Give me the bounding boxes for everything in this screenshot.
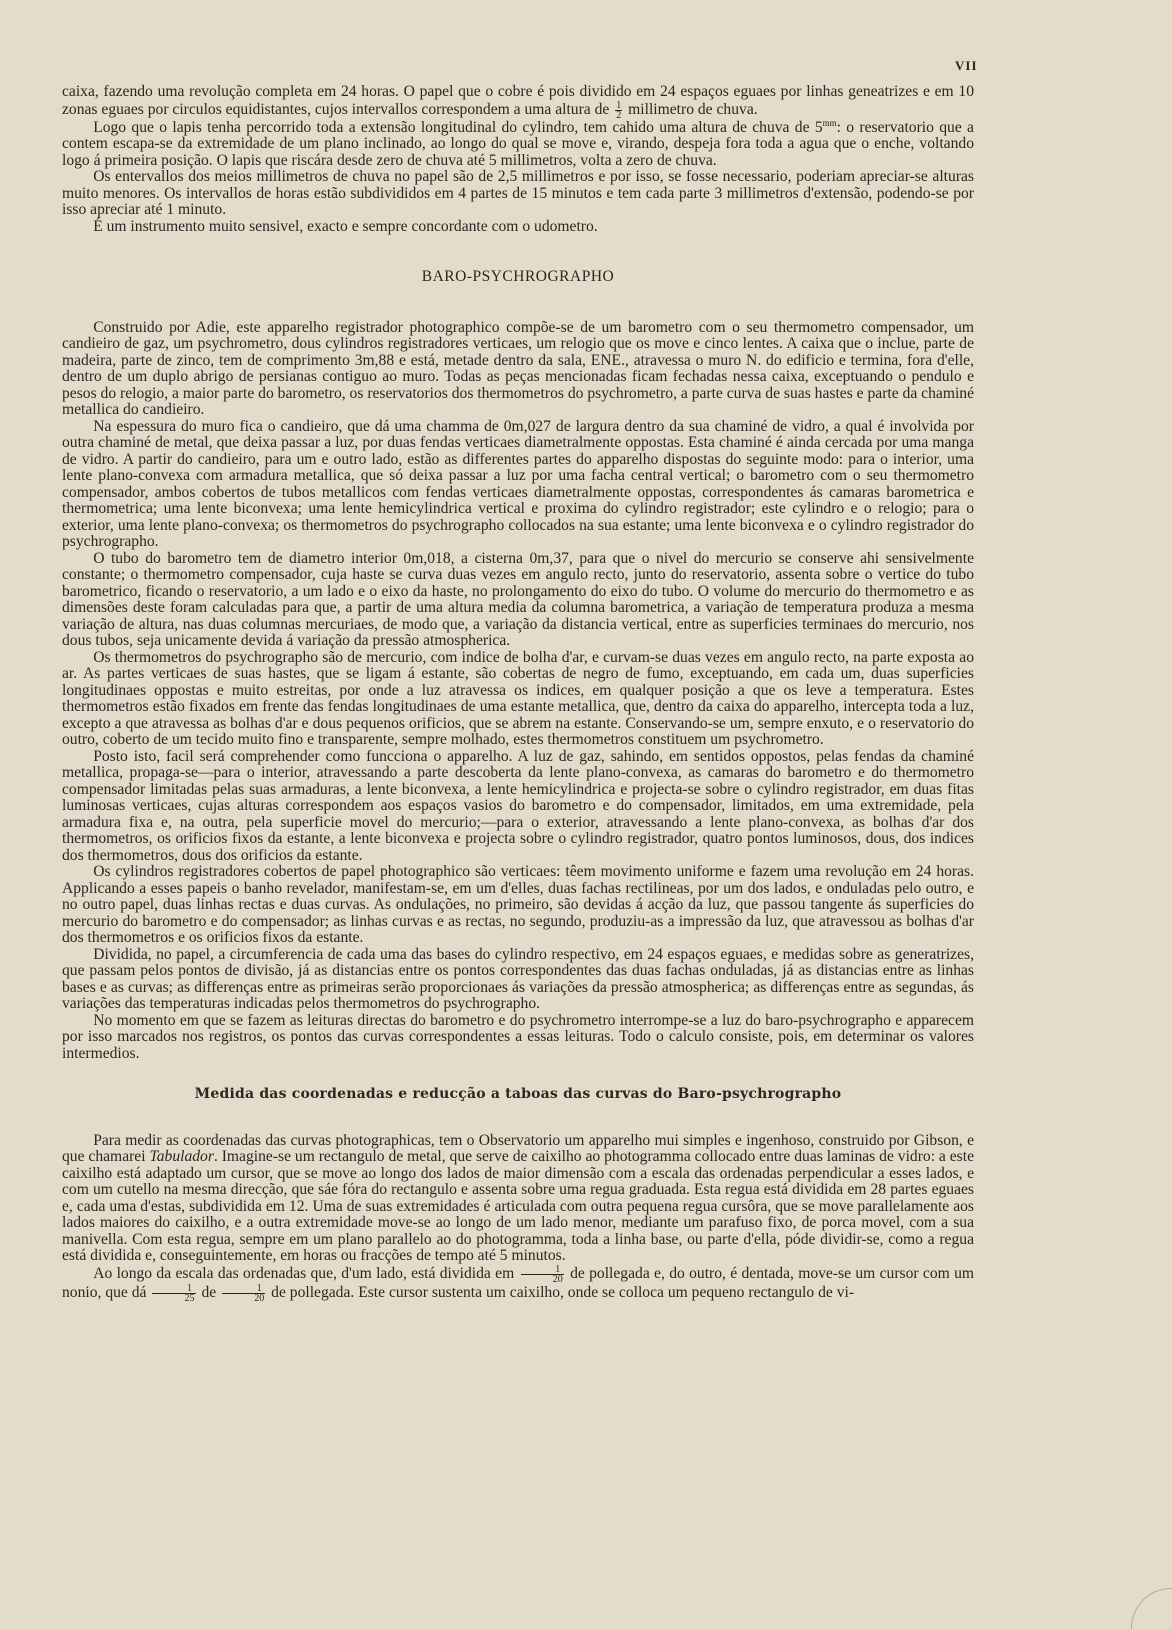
- fraction: $\frac{1}{2}$: [616, 99, 622, 121]
- paragraph: O tubo do barometro tem de diametro interior 0m,018, a cisterna 0m,37, para que o nivel do mercurio se conserve ahi sensivelmente constante; o thermometro compensador, cuja haste se curva duas vezes em angulo recto, junto do reservatorio, assenta sobre o vertice do tubo barometrico, ficando o reservatorio, a um lado e o eixo da haste, no prolongamento do eixo do tubo. O volume do mercurio do thermometro e as dimensões deste foram calculadas para que, a partir de uma altura media da columna barometrica, a variação de temperatura produza a mesma variação de altura, nas duas columnas mercuriaes, de modo que, a variação da distancia vertical, entre as superficies terminaes do mercurio, nos dous tubos, seja unicamente devida á variação da pressão atmospherica.: [62, 549, 974, 649]
- paragraph-text: Para medir as coordenadas das curvas photographicas, tem o Observatorio um apparelho mui simples e ingenhoso, construido por Gibson, e que chamarei: [62, 1131, 974, 1165]
- paragraph: No momento em que se fazem as leituras directas do barometro e do psychrometro interrompe-se a luz do baro-psychrographo e apparecem por isso marcados nos registros, os pontos das curvas correspondentes a essas leituras. Todo o calculo consiste, pois, em determinar os valores intermedios.: [62, 1011, 974, 1062]
- paragraph: [62, 1133, 974, 1265]
- paragraph-text: de pollegada e, do outro, é dentada, move-se um cursor com um nonio, que dá: [62, 1264, 975, 1301]
- unit-superscript: mm: [822, 117, 837, 128]
- paragraph: Os cylindros registradores cobertos de papel photographico são verticaes: têem movimento uniforme e fazem uma revolução em 24 horas. Applicando a esses papeis o banho revelador, manifestam-se, em um d'elles, duas fachas rectilineas, por um dos lados, e onduladas pelo outro, e no outro papel, duas linhas rectas e duas curvas. As ondulações, no primeiro, são devidas á acção da luz, que passou tangente ás superficies do mercurio do barometro e do compensador; as linhas curvas e as rectas, no segundo, produziu-as a impressão da luz, que atravessou as bolhas d'ar dos thermometros e os orificios fixos da estante.: [62, 863, 974, 946]
- paragraph-text: Ao longo da escala das ordenadas que, d'um lado, está dividida em: [93, 1264, 515, 1282]
- section-title: BARO-PSYCHROGRAPHO: [421, 268, 615, 285]
- subsection-title: Medida das coordenadas e reducção a taboas das curvas do Baro-psychrographo: [194, 1086, 842, 1102]
- paragraph-text: Logo que o lapis tenha percorrido toda a extensão longitudinal do cylindro, tem cahido uma altura de chuva de 5: [93, 118, 823, 136]
- paragraph: Na espessura do muro fica o candieiro, que dá uma chamma de 0m,027 de largura dentro da sua chaminé de vidro, a qual é involvida por outra chaminé de metal, que deixa passar a luz, por duas fendas verticaes diametralmente oppostas. Esta chaminé é ainda cercada por uma manga de vidro. A partir do candieiro, para um e outro lado, estão as differentes partes do apparelho dispostas do seguinte modo: para o interior, uma lente plano-convexa com armadura metallica, que só deixa passar a luz por uma facha central vertical; o barometro com o seu thermometro compensador, ambos cobertos de tubos metallicos com fendas verticaes diametralmente oppostas, correspondentes ás camaras barometrica e thermometrica; uma lente biconvexa; uma lente hemicylindrica vertical e proxima do cylindro registrador; este cylindro e o relogio; para o exterior, uma lente plano-convexa; os thermometros do psychrographo collocados na sua estante; uma lente biconvexa e o cylindro registrador do psychrographo.: [62, 417, 974, 550]
- paragraph: [62, 117, 974, 170]
- paragraph-text: millimetro de chuva.: [628, 100, 758, 118]
- fraction: $\frac{1}{25}$: [152, 1284, 195, 1303]
- paragraph-text: . Imagine-se um rectangulo de metal, que serve de caixilho ao photogramma collocado entre duas laminas de vidro: a este caixilho está adaptado um cursor, que se move ao longo dos lados de maior dimensão com a escala das ordenadas perpendicular a esses lados, e com um cutello na mesma direcção, que sáe fóra do rectangulo e assenta sobre uma regua graduada. Esta regua está dividida em 28 partes eguaes e, cada uma d'estas, subdividida em 12. Uma de suas extremidades é articulada com outra pequena regua cursôra, que se move parallelamente aos lados maiores do caixilho, e a outra extremidade move-se ao longo de um lado menor, mediante um parafuso fixo, de porca movel, com a sua manivella. Com esta regua, sempre em um plano parallelo ao do photogramma, toda a linha base, ou parte d'ella, póde dividir-se, como a regua está dividida e, conseguintemente, em horas ou fracções de tempo até 5 minutos.: [62, 1148, 974, 1264]
- paragraph-text: de: [201, 1283, 217, 1301]
- paragraph: Dividida, no papel, a circumferencia de cada uma das bases do cylindro respectivo, em 24 espaços eguaes, e medidas sobre as generatrizes, que passam pelos pontos de divisão, já as distancias entre os pontos correspondentes das duas fachas onduladas, já as distancias entre as linhas bases e as curvas; as differenças entre as primeiras serão proporcionaes ás variações da pressão atmospherica; as differenças entre as segundas, ás variações das temperaturas indicadas pelos thermometros do psychrographo.: [62, 945, 974, 1012]
- page-content: [62, 84, 974, 1303]
- paragraph: Os thermometros do psychrographo são de mercurio, com indice de bolha d'ar, e curvam-se duas vezes em angulo recto, na parte exposta ao ar. As partes verticaes de suas hastes, que se ligam á estante, são cobertas de negro de fumo, exceptuando, em cada um, duas superficies longitudinaes oppostas e muito estreitas, por onde a luz atravessa os indices, em qualquer posição a que os leve a temperatura. Estes thermometros estão fixados em frente das fendas longitudinaes de uma estante metallica, que, dentro da caixa do apparelho, intercepta toda a luz, excepto a que atravessa as bolhas d'ar e dous pequenos orificios, que se abrem na estante. Conservando-se um, sempre enxuto, e o reservatorio do outro, coberto de um tecido muito fino e transparente, sempre molhado, estes thermometros constituem um psychrometro.: [62, 648, 974, 748]
- italic-term: Tabulador: [149, 1148, 214, 1165]
- page-number: VII: [955, 58, 978, 73]
- paragraph: [62, 84, 974, 120]
- paragraph-text: de pollegada. Este cursor sustenta um caixilho, onde se colloca um pequeno rectangulo de vi-: [271, 1283, 855, 1301]
- fraction: $\frac{1}{20}$: [521, 1265, 564, 1284]
- paragraph: Construido por Adie, este apparelho registrador photographico compõe-se de um barometro com o seu thermometro compensador, um candieiro de gaz, um psychrometro, dous cylindros registradores verticaes, um relogio que os move e cinco lentes. A caixa que o inclue, parte de madeira, parte de zinco, tem de comprimento 3m,88 e está, metade dentro da sala, ENE., atravessa o muro N. do edificio e termina, fora d'elle, dentro de um duplo abrigo de persianas contiguo ao muro. Todas as peças mencionadas ficam fechadas nessa caixa, exceptuando o pendulo e pesos do relogio, a maior parte do barometro, os reservatorios dos thermometros do psychrometro, a parte curva de suas hastes e parte da chaminé metallica do candieiro.: [62, 318, 974, 418]
- paragraph: Os entervallos dos meios millimetros de chuva no papel são de 2,5 millimetros e por isso, se fosse necessario, poderiam apreciar-se alturas muito menores. Os intervallos de horas estão subdivididos em 4 partes de 15 minutos e tem cada parte 3 millimetros d'extensão, podendo-se por isso apreciar até 1 minuto.: [62, 168, 974, 218]
- paragraph: É um instrumento muito sensivel, exacto e sempre concordante com o udometro.: [93, 217, 598, 235]
- fraction: $\frac{1}{20}$: [222, 1284, 265, 1303]
- paragraph-text: caixa, fazendo uma revolução completa em 24 horas. O papel que o cobre é pois dividido em 24 espaços eguaes por linhas geneatrizes e em 10 zonas eguaes por circulos equidistantes, cujos intervallos correspondem a uma altura de: [62, 83, 974, 118]
- paragraph: Posto isto, facil será comprehender como funcciona o apparelho. A luz de gaz, sahindo, em sentidos oppostos, pelas fendas da chaminé metallica, propaga-se—para o interior, atravessando a parte descoberta da lente plano-convexa, as camaras do barometro e do thermometro compensador limitadas pelas suas armaduras, a lente biconvexa, a lente hemicylindrica e projecta-se sobre o cylindro registrador, em duas fitas luminosas verticaes, cujas alturas correspondem aos espaços vasios do barometro e do compensador, limitados, em uma extremidade, pela armadura fixa e, na outra, pela superficie movel do mercurio;—para o exterior, atravessando a lente plano-convexa, as bolhas d'ar dos thermometros, os orificios fixos da estante, a lente biconvexa e projecta sobre o cylindro registrador, quatro pontos luminosos, dous, dos indices dos thermometros, dous dos orificios da estante.: [62, 747, 974, 864]
- page-corner-curl: [1131, 1588, 1172, 1629]
- paragraph: [62, 1265, 974, 1303]
- paragraph-text: : o reservatorio que a contem escapa-se da extremidade de um plano inclinado, ao longo do qual se move e, virando, despeja fora toda a agua que o enche, voltando logo á primeira posição. O lapis que riscára desde zero de chuva até 5 millimetros, volta a zero de chuva.: [62, 118, 974, 169]
